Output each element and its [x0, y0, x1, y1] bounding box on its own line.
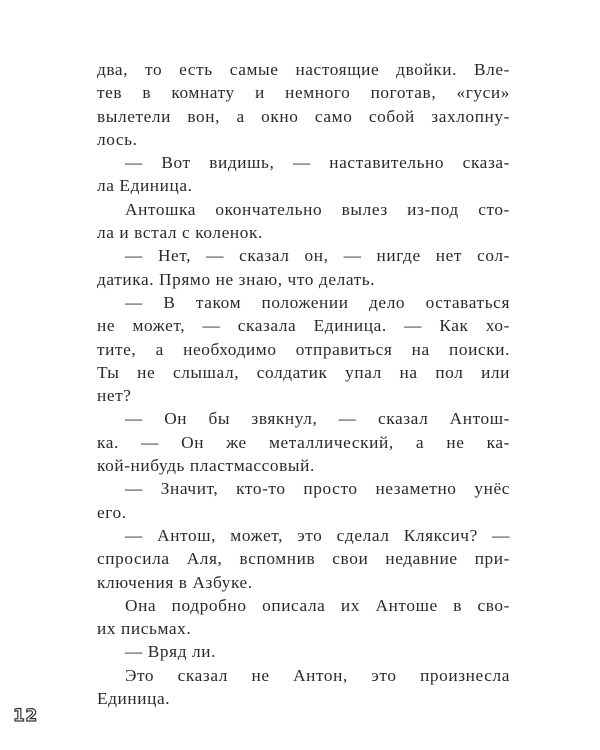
text-line: тев в комнату и немного поготав, «гуси»	[97, 83, 510, 103]
text-line: ла и встал с коленок.	[97, 223, 263, 243]
text-line: — Вряд ли.	[125, 642, 217, 662]
text-line: кой-нибудь пластмассовый.	[97, 456, 315, 476]
text-line: — В таком положении дело оставаться	[125, 292, 510, 312]
paragraph	[97, 198, 510, 245]
text-line: лось.	[97, 129, 138, 149]
text-line: — Антош, может, это сделал Кляксич? —	[125, 525, 510, 545]
paragraph	[97, 407, 510, 477]
text-line: тите, а необходимо отправиться на поиски.	[97, 339, 510, 359]
text-line: Единица.	[97, 689, 171, 709]
text-line: — Значит, кто-то просто незаметно унёс	[125, 479, 510, 499]
paragraph	[97, 477, 510, 524]
paragraph	[97, 640, 510, 663]
text-line: спросила Аля, вспомнив свои недавние при-	[97, 549, 510, 569]
page-number: 12	[13, 706, 38, 726]
text-line: их письмах.	[97, 619, 192, 639]
text-line: — Нет, — сказал он, — нигде нет сол-	[125, 246, 510, 266]
paragraph	[97, 151, 510, 198]
text-line: его.	[97, 502, 127, 522]
text-line: ключения в Азбуке.	[97, 572, 253, 592]
text-line: ка. — Он же металлический, а не ка-	[97, 432, 510, 452]
paragraph	[97, 524, 510, 594]
text-line: Это сказал не Антон, это произнесла	[125, 665, 510, 685]
text-line: нет?	[97, 386, 132, 406]
text-line: датика. Прямо не знаю, что делать.	[97, 269, 376, 289]
text-line: не может, — сказала Единица. — Как хо-	[97, 316, 510, 336]
text-line: два, то есть самые настоящие двойки. Вле-	[97, 60, 510, 79]
text-line: — Вот видишь, — наставительно сказа-	[125, 153, 510, 173]
page-body-text	[97, 58, 510, 710]
paragraph	[97, 58, 510, 151]
text-line: вылетели вон, а окно само собой захлопну-	[97, 106, 510, 126]
text-line: Антошка окончательно вылез из-под сто-	[125, 199, 510, 219]
paragraph	[97, 594, 510, 641]
text-line: Она подробно описала их Антоше в сво-	[125, 595, 510, 615]
paragraph	[97, 664, 510, 711]
paragraph	[97, 291, 510, 407]
text-line: Ты не слышал, солдатик упал на пол или	[97, 362, 510, 382]
paragraph	[97, 244, 510, 291]
text-line: ла Единица.	[97, 176, 193, 196]
text-line: — Он бы звякнул, — сказал Антош-	[125, 409, 510, 429]
